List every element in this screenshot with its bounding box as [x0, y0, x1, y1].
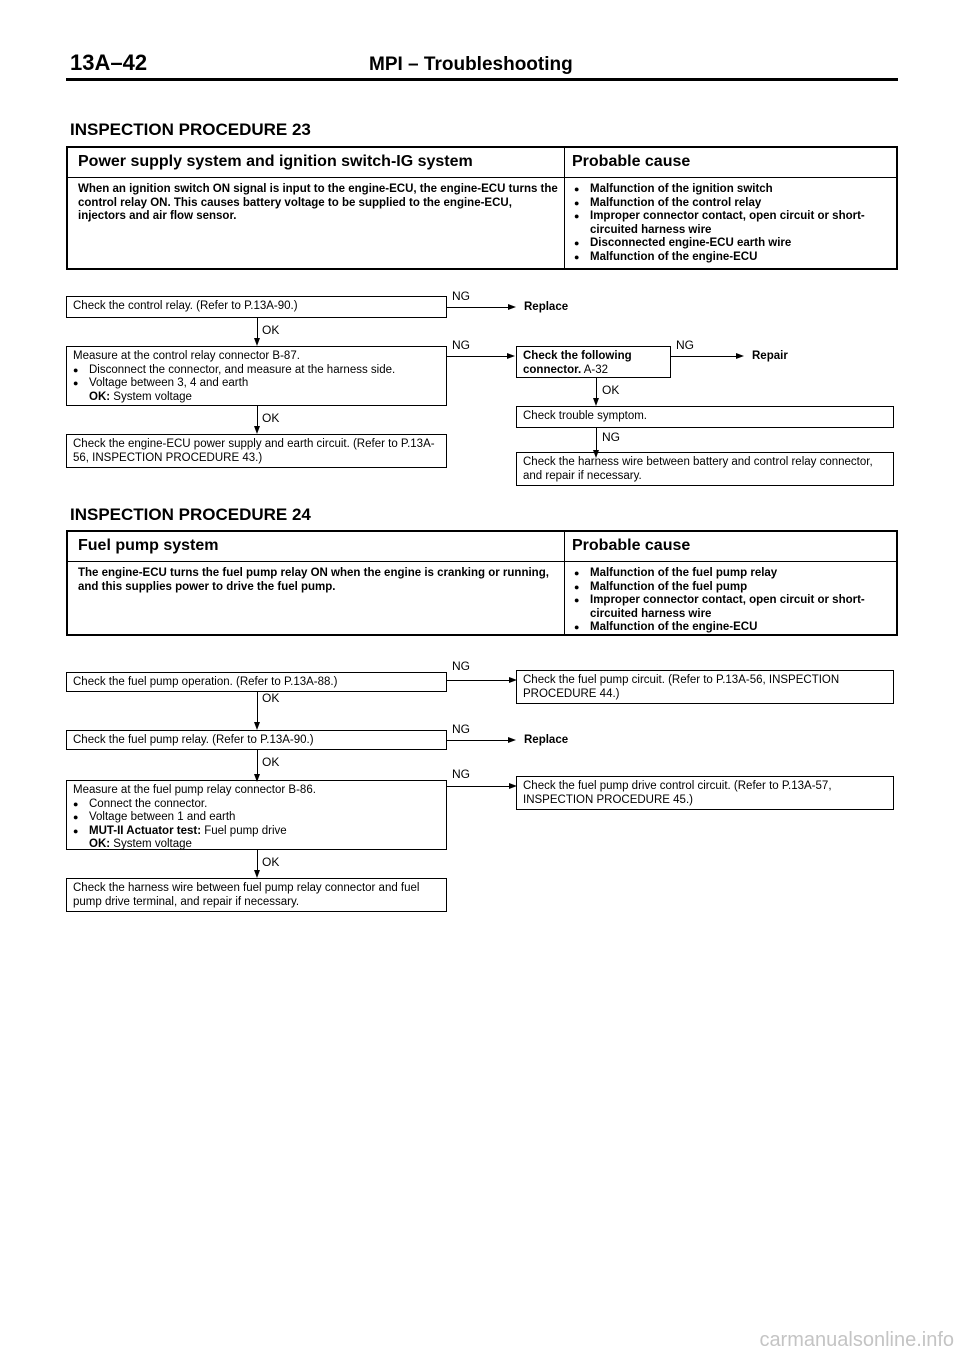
cause-item: ● Improper connector contact, open circuit or short-circuited harness wire — [574, 210, 890, 237]
flow23-step3-text: Check the engine-ECU power supply and earth circuit. (Refer to P.13A-56, INSPECTION PROCEDURE 43.) — [73, 438, 435, 464]
table-header-rule — [68, 177, 896, 178]
actuator-test-label: MUT-II Actuator test: — [89, 824, 202, 837]
ok-arrow — [254, 338, 260, 346]
ok-arrow — [254, 426, 260, 434]
cause-item: ● Malfunction of the engine-ECU — [574, 251, 890, 265]
procedure-24-table — [66, 530, 898, 636]
flow23-step2-title: Measure at the control relay connector B-87. — [73, 350, 300, 362]
table-heading-system: Fuel pump system — [78, 537, 219, 554]
ok-label: OK — [262, 411, 280, 425]
flow23-step1-text: Check the control relay. (Refer to P.13A-90.) — [73, 300, 298, 312]
check-connector-text: Check the following connector. — [523, 350, 632, 376]
flow24-step3-ng-box — [516, 776, 894, 810]
ng-label: NG — [452, 289, 470, 303]
ok-label: OK — [262, 755, 280, 769]
ng-arrow — [736, 353, 744, 359]
flow23-step1-ng-action: Replace — [524, 301, 569, 313]
page-number: 13A–42 — [70, 50, 148, 75]
cause-item: ● Malfunction of the ignition switch — [574, 183, 890, 197]
ok-line — [257, 406, 258, 428]
ng-line — [596, 428, 597, 452]
ng-arrow — [508, 304, 516, 310]
table-causes — [574, 567, 890, 635]
ng-line — [447, 356, 509, 357]
flow23-step2-item: ● Disconnect the connector, and measure at the harness side. — [73, 364, 440, 378]
trouble-symptom-text: Check trouble symptom. — [523, 410, 647, 422]
flow24-step4-box — [66, 878, 447, 912]
ng-label: NG — [452, 767, 470, 781]
flow23-harness-box — [516, 452, 894, 486]
ng-arrow — [508, 737, 516, 743]
flow23-step2-box — [66, 346, 447, 406]
cause-item: ● Malfunction of the engine-ECU — [574, 621, 890, 635]
header-rule — [66, 78, 898, 81]
actuator-test-value: Fuel pump drive — [204, 824, 287, 837]
ok-criterion-value: System voltage — [113, 838, 192, 850]
flow23-trouble-box — [516, 406, 894, 428]
cause-item: ● Malfunction of the control relay — [574, 197, 890, 211]
flow23-step2-item: ● Voltage between 3, 4 and earth — [73, 377, 440, 391]
ng-line — [671, 356, 738, 357]
page-title: MPI – Troubleshooting — [369, 54, 573, 75]
flow24-step3-ng-text: Check the fuel pump drive control circuit. (Refer to P.13A-57, INSPECTION PROCEDURE 45.) — [523, 780, 832, 806]
flow24-step3-item: ● Connect the connector. — [73, 798, 440, 812]
ok-label: OK — [262, 855, 280, 869]
ok-arrow — [254, 870, 260, 878]
ok-line — [596, 378, 597, 400]
ng-line — [447, 307, 510, 308]
flow24-step3-box — [66, 780, 447, 850]
table-heading-cause: Probable cause — [572, 537, 691, 554]
flow23-step1-box — [66, 296, 447, 318]
ok-arrow — [254, 722, 260, 730]
table-causes — [574, 183, 890, 264]
flow24-step1-ng-text: Check the fuel pump circuit. (Refer to P.13A-56, INSPECTION PROCEDURE 44.) — [523, 674, 840, 700]
table-description: The engine-ECU turns the fuel pump relay ON when the engine is cranking or running, and this supplies power to drive the fuel pump. — [78, 567, 549, 593]
ok-label: OK — [262, 323, 280, 337]
flow24-step3-item: ● Voltage between 1 and earth — [73, 811, 440, 825]
ok-line — [257, 750, 258, 776]
ng-label: NG — [452, 338, 470, 352]
flow24-step3-item — [73, 825, 440, 839]
flow24-step2-box — [66, 730, 447, 750]
table-description: When an ignition switch ON signal is input to the engine-ECU, the engine-ECU turns the control relay ON. This causes battery voltage to be supplied to the engine-ECU, injectors and air flow sensor. — [78, 183, 558, 222]
watermark: carmanualsonline.info — [759, 1329, 954, 1351]
ok-line — [257, 850, 258, 872]
ok-line — [257, 692, 258, 724]
cause-item: ● Disconnected engine-ECU earth wire — [574, 237, 890, 251]
ng-label: NG — [602, 430, 620, 444]
ok-arrow — [593, 398, 599, 406]
ng-label: NG — [452, 659, 470, 673]
flow24-step1-box — [66, 672, 447, 692]
flow24-step3-title: Measure at the fuel pump relay connector B-86. — [73, 784, 316, 796]
flow24-step4-text: Check the harness wire between fuel pump relay connector and fuel pump drive terminal, and repair if necessary. — [73, 882, 420, 908]
table-heading-cause: Probable cause — [572, 153, 691, 170]
harness-check-text: Check the harness wire between battery and control relay connector, and repair if necessary. — [523, 456, 873, 482]
check-connector-id: A-32 — [583, 363, 609, 376]
flow24-step1-text: Check the fuel pump operation. (Refer to P.13A-88.) — [73, 676, 338, 688]
ok-criterion-value: System voltage — [113, 390, 192, 403]
ng-line — [447, 786, 511, 787]
table-divider — [564, 532, 565, 634]
flow24-step2-ng-action: Replace — [524, 734, 569, 746]
flow23-step3-box — [66, 434, 447, 468]
table-divider — [564, 148, 565, 268]
ng-label: NG — [452, 722, 470, 736]
cause-item: ● Improper connector contact, open circuit or short-circuited harness wire — [574, 594, 890, 621]
table-header-rule — [68, 561, 896, 562]
ng-line — [447, 680, 511, 681]
ng-arrow — [507, 353, 515, 359]
procedure-23-title: INSPECTION PROCEDURE 23 — [70, 120, 311, 139]
ok-criterion-label: OK: — [89, 838, 111, 850]
ok-label: OK — [262, 691, 280, 705]
procedure-23-table — [66, 146, 898, 270]
flow24-step1-ng-box — [516, 670, 894, 704]
cause-item: ● Malfunction of the fuel pump relay — [574, 567, 890, 581]
table-heading-system: Power supply system and ignition switch-IG system — [78, 153, 473, 170]
ok-criterion-label: OK: — [89, 390, 111, 403]
ok-label: OK — [602, 383, 620, 397]
ok-line — [257, 318, 258, 340]
cause-item: ● Malfunction of the fuel pump — [574, 581, 890, 595]
ng-label: NG — [676, 338, 694, 352]
procedure-24-title: INSPECTION PROCEDURE 24 — [70, 505, 311, 524]
flow23-check-ng-action: Repair — [752, 350, 788, 362]
ng-line — [447, 740, 510, 741]
flow23-check-connector-box — [516, 346, 671, 378]
flow24-step2-text: Check the fuel pump relay. (Refer to P.13A-90.) — [73, 734, 314, 746]
